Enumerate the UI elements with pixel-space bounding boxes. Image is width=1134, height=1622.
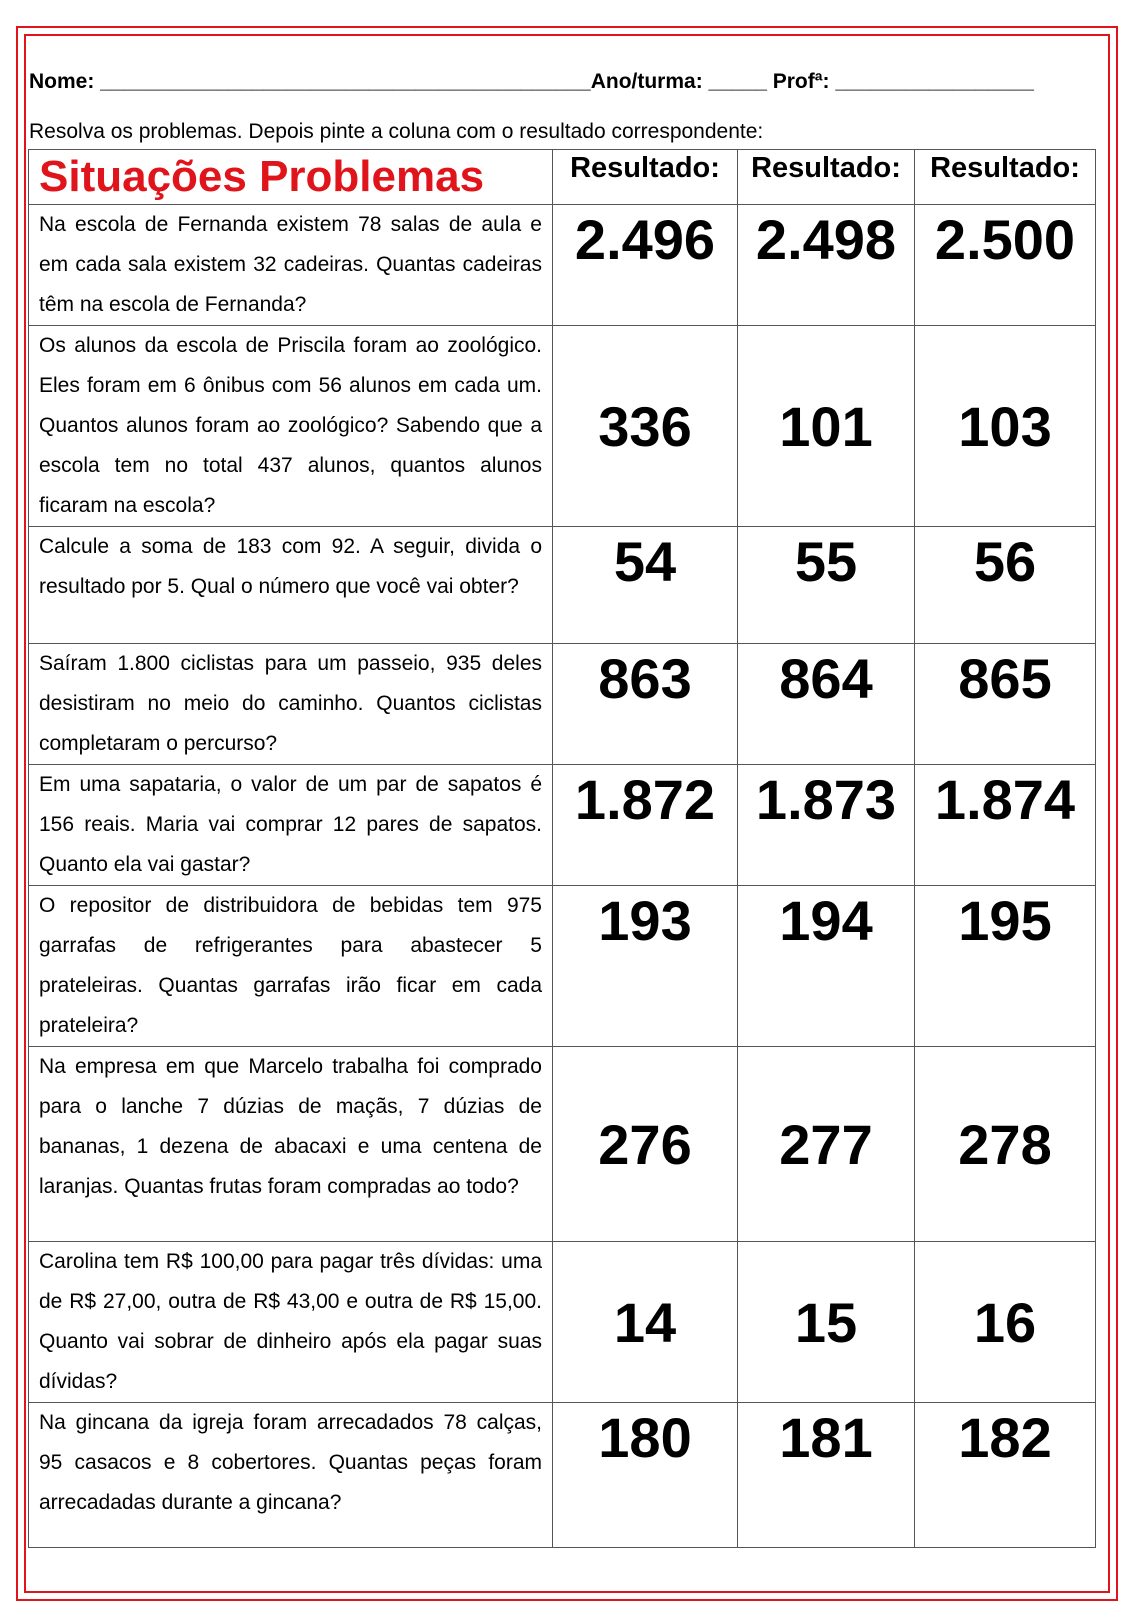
answer-option[interactable]: 14 bbox=[553, 1242, 738, 1403]
answer-option[interactable]: 1.874 bbox=[915, 765, 1096, 886]
result-header-2: Resultado: bbox=[738, 150, 915, 205]
answer-option[interactable]: 15 bbox=[738, 1242, 915, 1403]
answer-option[interactable]: 1.872 bbox=[553, 765, 738, 886]
student-info-line[interactable]: Nome: __________________________________________Ano/turma: _____ Profª: _________________ bbox=[29, 70, 1034, 93]
answer-option[interactable]: 194 bbox=[738, 886, 915, 1047]
answer-option[interactable]: 863 bbox=[553, 644, 738, 765]
question-text: Na escola de Fernanda existem 78 salas de aula e em cada sala existem 32 cadeiras. Quantas cadeiras têm na escola de Fernanda? bbox=[29, 205, 553, 326]
question-text: Na empresa em que Marcelo trabalha foi comprado para o lanche 7 dúzias de maçãs, 7 dúzias de bananas, 1 dezena de abacaxi e uma centena de laranjas. Quantas frutas foram compradas ao todo? bbox=[29, 1047, 553, 1242]
table-row bbox=[29, 1403, 1096, 1548]
answer-option[interactable]: 2.500 bbox=[915, 205, 1096, 326]
result-header-1: Resultado: bbox=[553, 150, 738, 205]
answer-option[interactable]: 56 bbox=[915, 527, 1096, 644]
answer-option[interactable]: 2.498 bbox=[738, 205, 915, 326]
answer-option[interactable]: 278 bbox=[915, 1047, 1096, 1242]
answer-option[interactable]: 16 bbox=[915, 1242, 1096, 1403]
table-row bbox=[29, 886, 1096, 1047]
answer-option[interactable]: 864 bbox=[738, 644, 915, 765]
answer-option[interactable]: 195 bbox=[915, 886, 1096, 1047]
answer-option[interactable]: 865 bbox=[915, 644, 1096, 765]
answer-option[interactable]: 180 bbox=[553, 1403, 738, 1548]
question-text: Calcule a soma de 183 com 92. A seguir, divida o resultado por 5. Qual o número que você vai obter? bbox=[29, 527, 553, 644]
answer-option[interactable]: 54 bbox=[553, 527, 738, 644]
answer-option[interactable]: 277 bbox=[738, 1047, 915, 1242]
answer-option[interactable]: 181 bbox=[738, 1403, 915, 1548]
question-text: O repositor de distribuidora de bebidas tem 975 garrafas de refrigerantes para abastecer 5 prateleiras. Quantas garrafas irão ficar em cada prateleira? bbox=[29, 886, 553, 1047]
table-row bbox=[29, 644, 1096, 765]
answer-option[interactable]: 101 bbox=[738, 326, 915, 527]
question-text: Carolina tem R$ 100,00 para pagar três dívidas: uma de R$ 27,00, outra de R$ 43,00 e outra de R$ 15,00. Quanto vai sobrar de dinheiro após ela pagar suas dívidas? bbox=[29, 1242, 553, 1403]
question-text: Na gincana da igreja foram arrecadados 78 calças, 95 casacos e 8 cobertores. Quantas peças foram arrecadadas durante a gincana? bbox=[29, 1403, 553, 1548]
table-row bbox=[29, 765, 1096, 886]
question-text: Saíram 1.800 ciclistas para um passeio, 935 deles desistiram no meio do caminho. Quantos ciclistas completaram o percurso? bbox=[29, 644, 553, 765]
table-row bbox=[29, 527, 1096, 644]
table-row bbox=[29, 205, 1096, 326]
result-header-3: Resultado: bbox=[915, 150, 1096, 205]
question-text: Em uma sapataria, o valor de um par de sapatos é 156 reais. Maria vai comprar 12 pares de sapatos. Quanto ela vai gastar? bbox=[29, 765, 553, 886]
answer-option[interactable]: 1.873 bbox=[738, 765, 915, 886]
table-row bbox=[29, 1242, 1096, 1403]
answer-option[interactable]: 55 bbox=[738, 527, 915, 644]
answer-option[interactable]: 193 bbox=[553, 886, 738, 1047]
table-row bbox=[29, 326, 1096, 527]
problems-table bbox=[28, 149, 1096, 1548]
table-row bbox=[29, 1047, 1096, 1242]
answer-option[interactable]: 103 bbox=[915, 326, 1096, 527]
table-title: Situações Problemas bbox=[29, 150, 553, 205]
answer-option[interactable]: 276 bbox=[553, 1047, 738, 1242]
answer-option[interactable]: 336 bbox=[553, 326, 738, 527]
instruction-text: Resolva os problemas. Depois pinte a coluna com o resultado correspondente: bbox=[29, 120, 764, 143]
table-header-row bbox=[29, 150, 1096, 205]
answer-option[interactable]: 182 bbox=[915, 1403, 1096, 1548]
answer-option[interactable]: 2.496 bbox=[553, 205, 738, 326]
question-text: Os alunos da escola de Priscila foram ao zoológico. Eles foram em 6 ônibus com 56 alunos em cada um. Quantos alunos foram ao zoológico? Sabendo que a escola tem no total 437 alunos, quantos alunos ficaram na escola? bbox=[29, 326, 553, 527]
